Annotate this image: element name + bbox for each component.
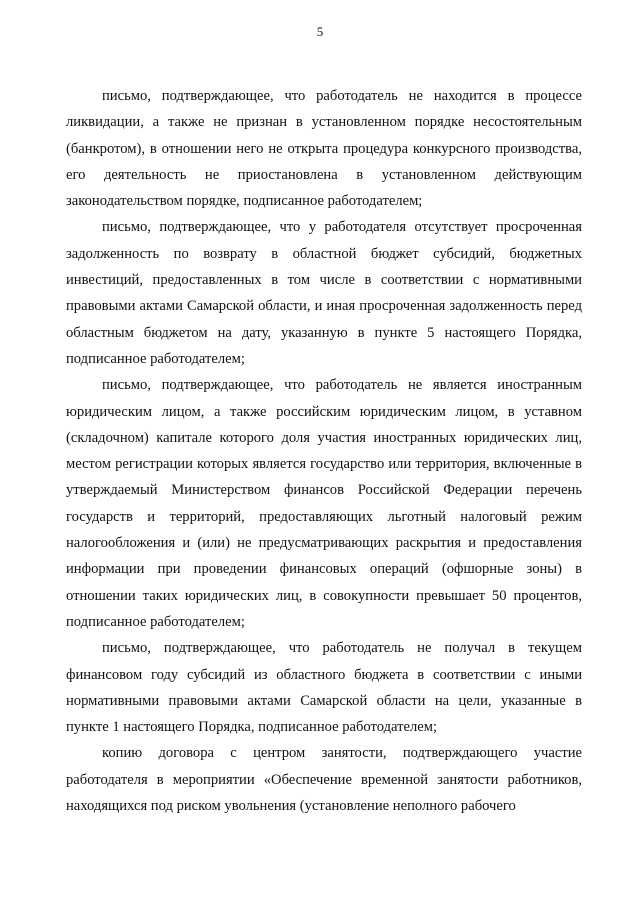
document-body [66,83,582,819]
paragraph-liquidation-letter: письмо, подтверждающее, что работодатель не находится в процессе ликвидации, а также не признан в установленном порядке несостоятельным (банкротом), в отношении него не открыта процедура конкурсного производства, его деятельность не приостановлена в установленном действующим законодательством порядке, подписанное работодателем; [66,88,582,210]
paragraph-not-foreign-entity-letter: письмо, подтверждающее, что работодатель не является иностранным юридическим лицом, а также российским юридическим лицом, в уставном (складочном) капитале которого доля участия иностранных юридических лиц, местом регистрации которых является государство или территория, включенные в утверждаемый Министерством финансов Российской Федерации перечень государств и территорий, предоставляющих льготный налоговый режим налогообложения и (или) не предусматривающих раскрытия и предоставления информации при проведении финансовых операций (офшорные зоны) в отношении таких юридических лиц, в совокупности превышает 50 процентов, подписанное работодателем; [66,377,582,630]
paragraph-employment-center-contract: копию договора с центром занятости, подтверждающего участие работодателя в мероприятии «Обеспечение временной занятости работников, находящихся под риском увольнения (установление неполного рабочего [66,745,582,815]
page-number: 5 [316,24,324,39]
paragraph-no-subsidies-letter: письмо, подтверждающее, что работодатель не получал в текущем финансовом году субсидий из областного бюджета в соответствии с иными нормативными правовыми актами Самарской области на цели, указанные в пункте 1 настоящего Порядка, подписанное работодателем; [66,640,582,736]
paragraph-no-debt-letter: письмо, подтверждающее, что у работодателя отсутствует просроченная задолженность по возврату в областной бюджет субсидий, бюджетных инвестиций, предоставленных в том числе в соответствии с нормативными правовыми актами Самарской области, и иная просроченная задолженность перед областным бюджетом на дату, указанную в пункте 5 настоящего Порядка, подписанное работодателем; [66,219,582,367]
